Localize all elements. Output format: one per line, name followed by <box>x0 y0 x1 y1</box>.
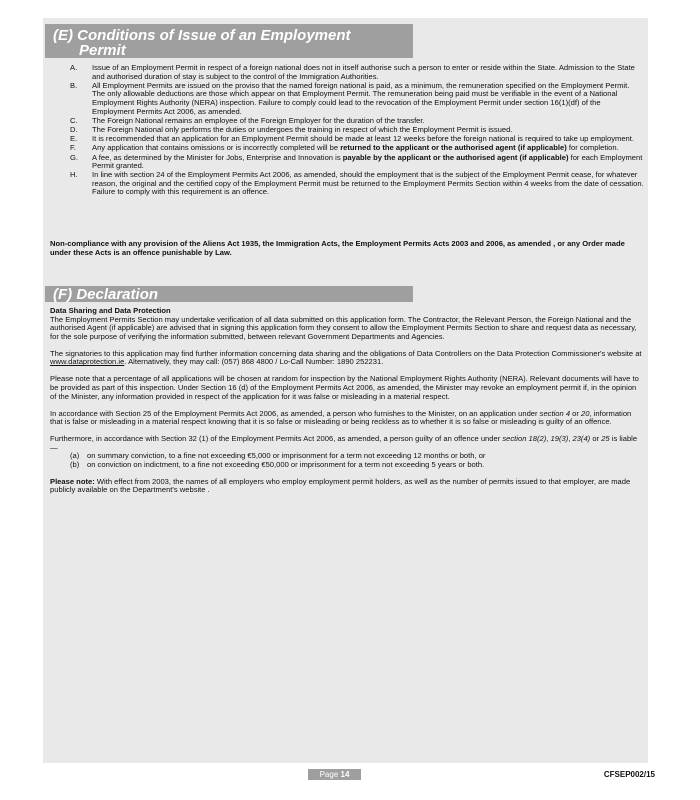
form-code: CFSEP002/15 <box>603 770 655 779</box>
page-number-badge: Page 14 <box>308 769 361 780</box>
section-f-header: (F) Declaration <box>45 286 413 302</box>
please-note-paragraph: Please note: With effect from 2003, the names of all employers who employ employment permit holders, as well as the number of permits issued to that employer, are made publicly available on the Department's website . <box>50 476 631 495</box>
declaration-body <box>50 307 644 503</box>
conditions-list <box>50 64 644 198</box>
section-e-title-line1: (E) Conditions of Issue of an Employment <box>53 27 351 44</box>
declaration-paragraph: The signatories to this application may find further information concerning data sharing and the obligations of Data Controllers on the Data Protection Commissioner's website at www.dataprotection.ie. Alternatively, they may call: (057) 868 4800 / Lo-Call Number: 1890 252231. <box>50 348 642 367</box>
section-e-header <box>45 24 413 58</box>
condition-item: F. Any application that contains omissions or is incorrectly completed will be returned to the applicant or the authorised agent (if applicable) for completion. <box>70 143 619 153</box>
declaration-paragraph: Please note that a percentage of all applications will be chosen at random for inspection by the National Employment Rights Authority (NERA). Relevant documents will have to be provided as part of this inspection. Under Section 16 (d) of the Employment Permits Act 2006, as amended, the Minister may revoke an employment permit if, in the opinion of the Minister, any information provided in respect of the application for it was false or misleading in a material respect. <box>50 374 639 401</box>
section-e-title-line2: Permit <box>79 42 126 59</box>
declaration-paragraph: Furthermore, in accordance with Section 32 (1) of the Employment Permits Act 2006, as amended, a person guilty of an offence under section 18(2), 19(3), 23(4) or 25 is liable— <box>50 434 638 452</box>
condition-item: G. A fee, as determined by the Minister for Jobs, Enterprise and Innovation is payable by the applicant or the authorised agent (if applicable) for each Employment Permit granted. <box>70 152 643 171</box>
condition-item: A. Issue of an Employment Permit in respect of a foreign national does not in itself authorise such a person to enter or reside within the State. Admission to the State and authorised duration of stay is subject to the control of the Immigration Authorities. <box>70 63 635 81</box>
data-sharing-subheading: Data Sharing and Data Protection <box>50 306 171 315</box>
condition-item: C. The Foreign National remains an employee of the Foreign Employer for the duration of the transfer. <box>70 115 425 125</box>
declaration-paragraph: The Employment Permits Section may undertake verification of all data submitted on this application form. The Contractor, the Relevant Person, the Foreign National and the authorised Agent (if applicable) are advised that in signing this application form they consent to allow the Employment Permits Section to share and request data as necessary, for the sole purpose of verifying the information submitted, between relevant Government Departments and Agencies. <box>50 314 637 341</box>
condition-item: E. It is recommended that an application for an Employment Permit should be made at least 12 weeks before the foreign national is required to take up employment. <box>70 134 634 144</box>
condition-item: B. All Employment Permits are issued on the proviso that the named foreign national is paid, as a minimum, the remuneration specified on the Employment Permit. The only allowable deductions are those which appear on that Employment Permit. The remuneration being paid must be verifiable in the event of a National Employment Rights Authority (NERA) inspection. Failure to comply could lead to the revocation of the Employment Permit under section 16(1)(df) of the Employment Permits Act 2006, as amended. <box>70 80 630 116</box>
declaration-paragraph: In accordance with Section 25 of the Employment Permits Act 2006, as amended, a person who furnishes to the Minister, on an application under section 4 or 20, information that is false or misleading in a material respect knowing that it is so false or misleading or being reckless as to whether it is so false or misleading is guilty of an offence. <box>50 408 632 427</box>
condition-item: D. The Foreign National only performs the duties or undergoes the training in respect of which the Employment Permit is issued. <box>70 124 513 134</box>
liability-item: (a) on summary conviction, to a fine not exceeding €5,000 or imprisonment for a term not exceeding 12 months or both, or <box>70 451 486 461</box>
liability-item: (b) on conviction on indictment, to a fine not exceeding €50,000 or imprisonment for a term not exceeding 5 years or both. <box>70 459 485 469</box>
data-protection-link[interactable]: www.dataprotection.ie <box>50 357 125 367</box>
noncompliance-notice: Non-compliance with any provision of the Aliens Act 1935, the Immigration Acts, the Employment Permits Acts 2003 and 2006, as amended , or any Order made under these Acts is an offence punishable by Law. <box>50 239 625 257</box>
condition-item: H. In line with section 24 of the Employment Permits Act 2006, as amended, should the employment that is the subject of the Employment Permit cease, for whatever reason, the original and the certified copy of the Employment Permit must be returned to the Employment Permits Section within 4 weeks from the date of cessation. Failure to comply with this requirement is an offence. <box>70 170 644 197</box>
